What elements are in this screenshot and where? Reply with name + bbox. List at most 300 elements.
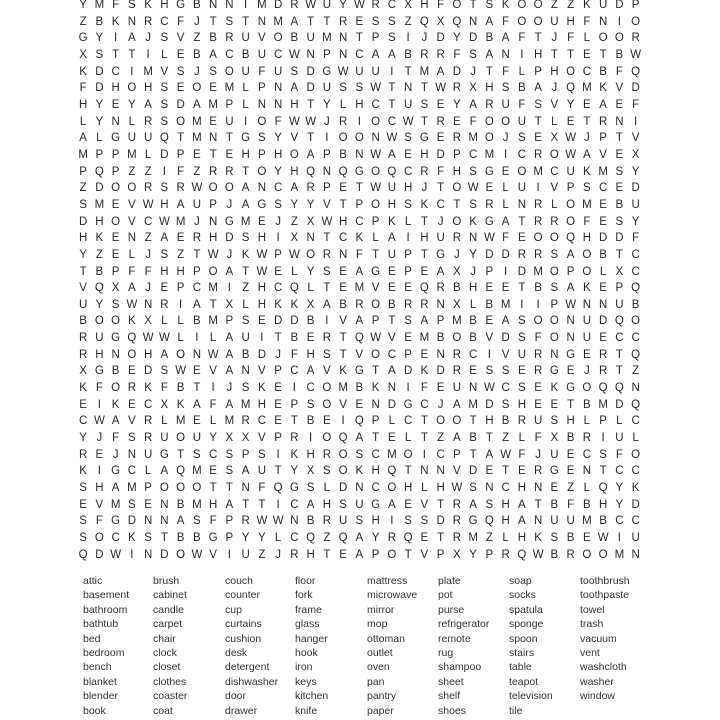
grid-letter[interactable]: Y <box>79 248 87 261</box>
grid-letter[interactable]: Q <box>598 482 608 495</box>
grid-letter[interactable]: L <box>177 315 184 328</box>
grid-letter[interactable]: Q <box>338 432 348 445</box>
grid-letter[interactable]: Y <box>95 115 104 128</box>
grid-letter[interactable]: Z <box>193 32 201 45</box>
grid-letter[interactable]: I <box>390 65 394 78</box>
grid-letter[interactable]: R <box>533 215 543 228</box>
grid-letter[interactable]: J <box>421 32 428 45</box>
grid-letter[interactable]: S <box>306 482 315 495</box>
grid-letter[interactable]: W <box>467 182 479 195</box>
grid-letter[interactable]: A <box>388 498 396 511</box>
grid-letter[interactable]: A <box>518 498 526 511</box>
grid-letter[interactable]: N <box>225 0 234 11</box>
grid-letter[interactable]: P <box>485 548 494 561</box>
grid-letter[interactable]: D <box>176 98 185 111</box>
grid-letter[interactable]: N <box>257 182 267 195</box>
grid-letter[interactable]: T <box>534 498 542 511</box>
grid-letter[interactable]: A <box>306 148 315 161</box>
grid-letter[interactable]: B <box>388 298 396 311</box>
grid-letter[interactable]: L <box>209 332 217 345</box>
grid-letter[interactable]: I <box>276 232 280 245</box>
grid-letter[interactable]: S <box>518 315 526 328</box>
grid-letter[interactable]: X <box>550 432 559 445</box>
grid-letter[interactable]: L <box>404 432 412 445</box>
grid-letter[interactable]: P <box>534 65 542 78</box>
grid-letter[interactable]: S <box>225 465 234 478</box>
grid-letter[interactable]: U <box>436 232 445 245</box>
grid-letter[interactable]: C <box>111 65 120 78</box>
grid-letter[interactable]: W <box>337 65 349 78</box>
grid-letter[interactable]: B <box>209 32 217 45</box>
grid-letter[interactable]: K <box>128 315 136 328</box>
grid-letter[interactable]: Q <box>631 282 641 295</box>
grid-letter[interactable]: A <box>160 348 169 361</box>
grid-letter[interactable]: W <box>256 265 268 278</box>
grid-letter[interactable]: K <box>534 532 542 544</box>
grid-letter[interactable]: K <box>420 198 429 211</box>
grid-letter[interactable]: T <box>242 498 250 511</box>
grid-letter[interactable]: K <box>339 365 347 378</box>
grid-letter[interactable]: N <box>403 82 413 95</box>
grid-letter[interactable]: Z <box>567 0 575 11</box>
grid-letter[interactable]: B <box>615 198 624 211</box>
grid-letter[interactable]: D <box>127 515 137 528</box>
grid-letter[interactable]: B <box>241 348 250 361</box>
grid-letter[interactable]: E <box>518 232 526 245</box>
grid-letter[interactable]: C <box>501 482 510 495</box>
grid-letter[interactable]: A <box>388 148 396 161</box>
grid-letter[interactable]: Y <box>290 465 299 478</box>
grid-letter[interactable]: E <box>193 148 201 161</box>
grid-letter[interactable]: N <box>533 482 543 495</box>
grid-letter[interactable]: P <box>176 282 185 295</box>
grid-letter[interactable]: I <box>504 265 508 278</box>
grid-letter[interactable]: N <box>485 482 494 495</box>
grid-letter[interactable]: E <box>111 248 120 261</box>
grid-letter[interactable]: M <box>175 415 186 428</box>
grid-letter[interactable]: B <box>193 0 201 11</box>
grid-letter[interactable]: E <box>518 465 526 478</box>
grid-letter[interactable]: L <box>583 32 591 45</box>
grid-letter[interactable]: A <box>518 515 526 528</box>
grid-letter[interactable]: F <box>95 515 103 528</box>
grid-letter[interactable]: N <box>338 48 348 61</box>
grid-letter[interactable]: K <box>79 465 87 478</box>
grid-letter[interactable]: A <box>144 98 152 111</box>
grid-letter[interactable]: T <box>567 398 575 411</box>
grid-letter[interactable]: J <box>96 432 103 445</box>
grid-letter[interactable]: H <box>143 348 153 361</box>
grid-letter[interactable]: O <box>403 448 413 461</box>
grid-letter[interactable]: F <box>209 515 217 528</box>
grid-letter[interactable]: T <box>274 332 282 345</box>
grid-letter[interactable]: F <box>177 15 185 28</box>
grid-letter[interactable]: N <box>111 348 120 361</box>
grid-letter[interactable]: Y <box>95 98 104 111</box>
grid-letter[interactable]: H <box>420 0 429 11</box>
grid-letter[interactable]: E <box>160 282 169 295</box>
grid-letter[interactable]: S <box>550 532 559 544</box>
grid-letter[interactable]: P <box>436 315 445 328</box>
grid-letter[interactable]: I <box>179 298 183 311</box>
grid-letter[interactable]: R <box>371 0 380 11</box>
grid-letter[interactable]: L <box>79 115 87 128</box>
grid-letter[interactable]: Z <box>242 282 250 295</box>
grid-letter[interactable]: P <box>631 0 640 11</box>
grid-letter[interactable]: O <box>306 248 316 261</box>
grid-letter[interactable]: B <box>485 32 494 45</box>
grid-letter[interactable]: Q <box>631 398 641 411</box>
grid-letter[interactable]: L <box>128 248 136 261</box>
grid-letter[interactable]: V <box>128 215 136 228</box>
grid-letter[interactable]: R <box>322 332 332 345</box>
grid-letter[interactable]: E <box>388 282 396 295</box>
grid-letter[interactable]: I <box>341 415 345 428</box>
grid-letter[interactable]: X <box>453 548 461 561</box>
grid-letter[interactable]: T <box>534 32 542 45</box>
grid-letter[interactable]: O <box>566 65 576 78</box>
grid-letter[interactable]: U <box>387 182 397 195</box>
grid-letter[interactable]: N <box>322 165 332 178</box>
grid-letter[interactable]: A <box>193 398 201 411</box>
grid-letter[interactable]: S <box>225 448 234 461</box>
grid-letter[interactable]: S <box>501 365 510 378</box>
grid-letter[interactable]: U <box>257 465 267 478</box>
grid-letter[interactable]: H <box>208 232 218 245</box>
grid-letter[interactable]: L <box>502 198 509 211</box>
grid-letter[interactable]: J <box>535 448 541 461</box>
grid-letter[interactable]: R <box>452 532 462 544</box>
grid-letter[interactable]: R <box>143 415 153 428</box>
grid-letter[interactable]: A <box>501 315 510 328</box>
grid-letter[interactable]: I <box>276 448 280 461</box>
grid-letter[interactable]: S <box>583 182 591 195</box>
grid-letter[interactable]: Z <box>502 432 510 445</box>
grid-letter[interactable]: C <box>143 215 153 228</box>
grid-letter[interactable]: O <box>549 232 559 245</box>
grid-letter[interactable]: L <box>404 215 412 228</box>
grid-letter[interactable]: E <box>404 498 412 511</box>
grid-letter[interactable]: H <box>78 98 88 111</box>
grid-letter[interactable]: Z <box>144 232 152 245</box>
grid-letter[interactable]: U <box>501 98 510 111</box>
grid-letter[interactable]: Z <box>550 0 558 11</box>
grid-letter[interactable]: S <box>518 332 526 345</box>
grid-letter[interactable]: Y <box>615 482 624 495</box>
grid-letter[interactable]: N <box>160 498 169 511</box>
grid-letter[interactable]: A <box>225 332 234 345</box>
grid-letter[interactable]: S <box>323 465 331 478</box>
grid-letter[interactable]: O <box>387 548 397 561</box>
grid-letter[interactable]: H <box>468 282 478 295</box>
grid-letter[interactable]: V <box>209 548 217 561</box>
grid-letter[interactable]: J <box>275 215 281 228</box>
grid-letter[interactable]: P <box>436 548 445 561</box>
grid-letter[interactable]: S <box>371 15 380 28</box>
grid-letter[interactable]: F <box>177 165 185 178</box>
grid-letter[interactable]: I <box>520 48 524 61</box>
grid-letter[interactable]: O <box>354 132 364 145</box>
grid-letter[interactable]: F <box>567 498 575 511</box>
grid-letter[interactable]: G <box>94 365 104 378</box>
grid-letter[interactable]: E <box>534 382 542 395</box>
grid-letter[interactable]: Z <box>323 532 331 544</box>
grid-letter[interactable]: U <box>322 0 332 11</box>
grid-letter[interactable]: L <box>209 415 217 428</box>
grid-letter[interactable]: O <box>127 182 137 195</box>
grid-letter[interactable]: L <box>307 282 314 295</box>
grid-letter[interactable]: P <box>258 148 266 161</box>
grid-letter[interactable]: N <box>387 382 397 395</box>
grid-letter[interactable]: R <box>322 248 332 261</box>
grid-letter[interactable]: M <box>582 515 592 528</box>
grid-letter[interactable]: W <box>256 515 268 528</box>
grid-letter[interactable]: T <box>599 48 607 61</box>
grid-letter[interactable]: M <box>208 315 218 328</box>
grid-letter[interactable]: U <box>95 332 104 345</box>
grid-letter[interactable]: S <box>79 532 87 544</box>
grid-letter[interactable]: U <box>550 15 559 28</box>
grid-letter[interactable]: T <box>583 115 591 128</box>
grid-letter[interactable]: W <box>483 382 495 395</box>
grid-letter[interactable]: U <box>241 332 250 345</box>
grid-letter[interactable]: N <box>355 482 364 495</box>
grid-letter[interactable]: T <box>258 498 266 511</box>
grid-letter[interactable]: E <box>355 15 364 28</box>
grid-letter[interactable]: J <box>421 182 428 195</box>
grid-letter[interactable]: K <box>111 398 120 411</box>
grid-letter[interactable]: A <box>501 32 510 45</box>
grid-letter[interactable]: O <box>371 198 381 211</box>
grid-letter[interactable]: U <box>338 515 348 528</box>
grid-letter[interactable]: N <box>371 398 380 411</box>
grid-letter[interactable]: H <box>566 15 575 28</box>
grid-letter[interactable]: T <box>339 332 347 345</box>
grid-letter[interactable]: Z <box>128 165 136 178</box>
grid-letter[interactable]: C <box>403 165 413 178</box>
grid-letter[interactable]: G <box>111 332 121 345</box>
grid-letter[interactable]: A <box>355 265 364 278</box>
grid-letter[interactable]: I <box>114 32 118 45</box>
grid-letter[interactable]: C <box>371 98 380 111</box>
grid-letter[interactable]: X <box>160 398 169 411</box>
grid-letter[interactable]: O <box>208 182 218 195</box>
grid-letter[interactable]: S <box>420 515 429 528</box>
grid-letter[interactable]: B <box>501 415 510 428</box>
grid-letter[interactable]: N <box>468 382 478 395</box>
grid-letter[interactable]: H <box>257 398 267 411</box>
grid-letter[interactable]: M <box>338 382 348 395</box>
grid-letter[interactable]: B <box>550 498 559 511</box>
grid-letter[interactable]: Y <box>274 165 282 178</box>
grid-letter[interactable]: O <box>224 65 234 78</box>
grid-letter[interactable]: A <box>453 398 461 411</box>
grid-letter[interactable]: H <box>290 98 299 111</box>
grid-letter[interactable]: Y <box>453 98 461 111</box>
grid-letter[interactable]: X <box>225 432 234 445</box>
grid-letter[interactable]: F <box>79 82 87 95</box>
grid-letter[interactable]: L <box>128 115 136 128</box>
grid-letter[interactable]: I <box>617 532 621 544</box>
grid-letter[interactable]: L <box>616 415 623 428</box>
grid-letter[interactable]: D <box>436 515 445 528</box>
grid-letter[interactable]: W <box>370 148 382 161</box>
grid-letter[interactable]: E <box>550 482 559 495</box>
grid-letter[interactable]: B <box>339 298 347 311</box>
grid-letter[interactable]: S <box>306 398 315 411</box>
grid-letter[interactable]: O <box>371 298 381 311</box>
grid-letter[interactable]: H <box>371 465 380 478</box>
grid-letter[interactable]: M <box>208 282 218 295</box>
grid-letter[interactable]: U <box>566 515 575 528</box>
grid-letter[interactable]: R <box>533 248 543 261</box>
grid-letter[interactable]: H <box>452 165 462 178</box>
grid-letter[interactable]: T <box>437 532 445 544</box>
grid-letter[interactable]: O <box>224 182 234 195</box>
grid-letter[interactable]: V <box>323 365 331 378</box>
grid-letter[interactable]: T <box>209 148 217 161</box>
grid-letter[interactable]: A <box>420 315 429 328</box>
grid-letter[interactable]: T <box>372 365 380 378</box>
grid-letter[interactable]: A <box>388 365 396 378</box>
grid-letter[interactable]: S <box>258 448 266 461</box>
grid-letter[interactable]: Q <box>338 165 348 178</box>
grid-letter[interactable]: K <box>420 365 429 378</box>
grid-letter[interactable]: Y <box>95 32 104 45</box>
grid-letter[interactable]: R <box>533 148 543 161</box>
grid-letter[interactable]: E <box>176 48 185 61</box>
grid-letter[interactable]: F <box>112 432 120 445</box>
grid-letter[interactable]: E <box>128 398 136 411</box>
grid-letter[interactable]: D <box>436 32 445 45</box>
grid-letter[interactable]: K <box>258 382 266 395</box>
grid-letter[interactable]: O <box>338 465 348 478</box>
grid-letter[interactable]: L <box>144 148 152 161</box>
grid-letter[interactable]: P <box>225 315 234 328</box>
grid-letter[interactable]: W <box>370 332 382 345</box>
grid-letter[interactable]: H <box>550 65 559 78</box>
grid-letter[interactable]: T <box>177 132 185 145</box>
grid-letter[interactable]: U <box>78 298 88 311</box>
grid-letter[interactable]: W <box>402 115 414 128</box>
grid-letter[interactable]: C <box>436 448 445 461</box>
grid-letter[interactable]: R <box>631 32 640 45</box>
grid-letter[interactable]: P <box>485 265 494 278</box>
grid-letter[interactable]: E <box>436 132 445 145</box>
grid-letter[interactable]: E <box>599 282 607 295</box>
grid-letter[interactable]: O <box>549 148 559 161</box>
grid-letter[interactable]: M <box>127 482 137 495</box>
grid-letter[interactable]: U <box>192 198 202 211</box>
grid-letter[interactable]: D <box>631 498 640 511</box>
grid-letter[interactable]: Z <box>567 482 575 495</box>
grid-letter[interactable]: T <box>177 448 185 461</box>
grid-letter[interactable]: V <box>420 498 429 511</box>
grid-letter[interactable]: T <box>209 298 217 311</box>
grid-letter[interactable]: T <box>388 82 396 95</box>
grid-letter[interactable]: N <box>355 148 364 161</box>
grid-letter[interactable]: O <box>631 315 641 328</box>
grid-letter[interactable]: H <box>306 348 315 361</box>
grid-letter[interactable]: I <box>292 382 296 395</box>
grid-letter[interactable]: T <box>469 0 477 11</box>
grid-letter[interactable]: R <box>517 248 527 261</box>
grid-letter[interactable]: H <box>290 165 299 178</box>
grid-letter[interactable]: W <box>288 115 300 128</box>
grid-letter[interactable]: W <box>353 0 365 11</box>
grid-letter[interactable]: P <box>371 215 380 228</box>
grid-letter[interactable]: F <box>567 32 575 45</box>
grid-letter[interactable]: G <box>371 265 381 278</box>
grid-letter[interactable]: W <box>288 248 300 261</box>
grid-letter[interactable]: O <box>111 315 121 328</box>
grid-letter[interactable]: S <box>160 248 169 261</box>
grid-letter[interactable]: V <box>258 32 266 45</box>
grid-letter[interactable]: M <box>598 398 608 411</box>
grid-letter[interactable]: C <box>631 265 640 278</box>
grid-letter[interactable]: A <box>436 265 445 278</box>
grid-letter[interactable]: F <box>144 265 152 278</box>
grid-letter[interactable]: R <box>420 298 429 311</box>
grid-letter[interactable]: L <box>502 532 509 544</box>
grid-letter[interactable]: D <box>468 465 478 478</box>
grid-letter[interactable]: P <box>193 265 201 278</box>
grid-letter[interactable]: W <box>191 548 203 561</box>
grid-letter[interactable]: N <box>615 115 624 128</box>
grid-letter[interactable]: C <box>111 532 120 544</box>
grid-letter[interactable]: H <box>160 198 169 211</box>
grid-letter[interactable]: R <box>452 498 462 511</box>
grid-letter[interactable]: N <box>208 215 218 228</box>
grid-letter[interactable]: E <box>388 432 396 445</box>
grid-letter[interactable]: T <box>469 415 477 428</box>
grid-letter[interactable]: E <box>485 315 494 328</box>
grid-letter[interactable]: E <box>420 265 429 278</box>
grid-letter[interactable]: O <box>322 432 332 445</box>
grid-letter[interactable]: O <box>111 215 121 228</box>
grid-letter[interactable]: F <box>437 0 445 11</box>
grid-letter[interactable]: C <box>225 48 234 61</box>
grid-letter[interactable]: P <box>274 432 282 445</box>
grid-letter[interactable]: C <box>550 165 559 178</box>
grid-letter[interactable]: V <box>258 432 266 445</box>
grid-letter[interactable]: J <box>226 248 233 261</box>
grid-letter[interactable]: V <box>453 465 461 478</box>
grid-letter[interactable]: N <box>436 348 445 361</box>
grid-letter[interactable]: C <box>273 48 283 61</box>
grid-letter[interactable]: O <box>533 15 543 28</box>
grid-letter[interactable]: B <box>599 515 607 528</box>
grid-letter[interactable]: A <box>128 282 136 295</box>
grid-letter[interactable]: G <box>549 465 559 478</box>
grid-letter[interactable]: F <box>128 265 136 278</box>
grid-letter[interactable]: C <box>257 415 267 428</box>
grid-letter[interactable]: H <box>355 98 364 111</box>
grid-letter[interactable]: Y <box>631 215 640 228</box>
grid-letter[interactable]: H <box>566 415 575 428</box>
grid-letter[interactable]: N <box>420 465 429 478</box>
grid-letter[interactable]: S <box>501 398 510 411</box>
grid-letter[interactable]: U <box>550 448 559 461</box>
grid-letter[interactable]: V <box>290 132 299 145</box>
grid-letter[interactable]: S <box>274 198 282 211</box>
grid-letter[interactable]: O <box>94 532 104 544</box>
grid-letter[interactable]: U <box>517 115 527 128</box>
grid-letter[interactable]: A <box>501 215 510 228</box>
grid-letter[interactable]: T <box>420 115 428 128</box>
grid-letter[interactable]: J <box>454 248 460 261</box>
grid-letter[interactable]: D <box>436 365 445 378</box>
